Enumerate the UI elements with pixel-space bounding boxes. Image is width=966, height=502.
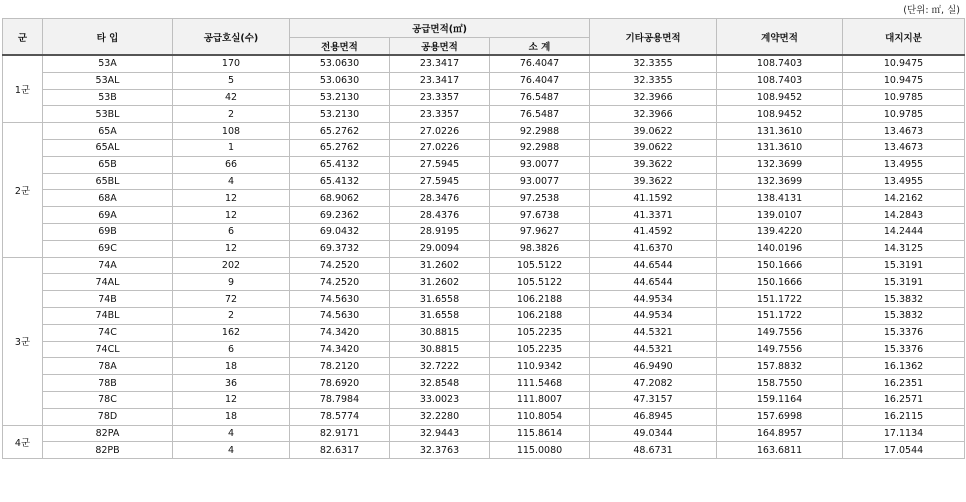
- type-cell: 74BL: [43, 307, 173, 324]
- type-cell: 53A: [43, 55, 173, 72]
- table-row: [3, 408, 965, 425]
- other-common-cell: 44.9534: [590, 307, 717, 324]
- land-share-cell: 10.9785: [843, 106, 965, 123]
- common-cell: 23.3357: [390, 106, 490, 123]
- units-cell: 12: [173, 240, 290, 257]
- units-cell: 2: [173, 307, 290, 324]
- units-cell: 4: [173, 442, 290, 459]
- type-cell: 53BL: [43, 106, 173, 123]
- contract-cell: 149.7556: [717, 341, 843, 358]
- exclusive-cell: 74.5630: [290, 307, 390, 324]
- units-cell: 66: [173, 156, 290, 173]
- table-row: [3, 106, 965, 123]
- table-row: [3, 123, 965, 140]
- type-cell: 69C: [43, 240, 173, 257]
- units-cell: 12: [173, 190, 290, 207]
- subtotal-cell: 97.2538: [490, 190, 590, 207]
- common-cell: 31.6558: [390, 307, 490, 324]
- contract-cell: 159.1164: [717, 391, 843, 408]
- exclusive-cell: 53.0630: [290, 72, 390, 89]
- subtotal-cell: 106.2188: [490, 307, 590, 324]
- units-cell: 6: [173, 341, 290, 358]
- subtotal-cell: 110.9342: [490, 358, 590, 375]
- subtotal-cell: 93.0077: [490, 156, 590, 173]
- table-row: [3, 190, 965, 207]
- other-common-cell: 44.6544: [590, 274, 717, 291]
- land-share-cell: 15.3376: [843, 341, 965, 358]
- common-cell: 31.6558: [390, 291, 490, 308]
- contract-cell: 108.7403: [717, 72, 843, 89]
- table-row: [3, 274, 965, 291]
- exclusive-cell: 78.2120: [290, 358, 390, 375]
- header-exclusive: 전용면적: [290, 38, 390, 56]
- common-cell: 28.4376: [390, 207, 490, 224]
- subtotal-cell: 105.5122: [490, 274, 590, 291]
- table-row: [3, 291, 965, 308]
- common-cell: 31.2602: [390, 257, 490, 274]
- type-cell: 65A: [43, 123, 173, 140]
- units-cell: 162: [173, 324, 290, 341]
- other-common-cell: 44.9534: [590, 291, 717, 308]
- common-cell: 33.0023: [390, 391, 490, 408]
- subtotal-cell: 105.5122: [490, 257, 590, 274]
- table-row: [3, 55, 965, 72]
- other-common-cell: 32.3355: [590, 72, 717, 89]
- common-cell: 32.7222: [390, 358, 490, 375]
- header-units: 공급호실(수): [173, 19, 290, 56]
- subtotal-cell: 76.4047: [490, 55, 590, 72]
- type-cell: 69A: [43, 207, 173, 224]
- contract-cell: 108.9452: [717, 106, 843, 123]
- table-row: [3, 391, 965, 408]
- unit-note: (단위: ㎡, 실): [903, 5, 960, 16]
- header-contract: 계약면적: [717, 19, 843, 56]
- contract-cell: 157.8832: [717, 358, 843, 375]
- land-share-cell: 10.9785: [843, 89, 965, 106]
- subtotal-cell: 115.0080: [490, 442, 590, 459]
- header-other-common: 기타공용면적: [590, 19, 717, 56]
- subtotal-cell: 76.5487: [490, 106, 590, 123]
- table-row: [3, 358, 965, 375]
- table-row: [3, 240, 965, 257]
- type-cell: 78D: [43, 408, 173, 425]
- type-cell: 53AL: [43, 72, 173, 89]
- contract-cell: 139.4220: [717, 223, 843, 240]
- contract-cell: 132.3699: [717, 173, 843, 190]
- subtotal-cell: 92.2988: [490, 139, 590, 156]
- common-cell: 27.5945: [390, 156, 490, 173]
- table-row: [3, 89, 965, 106]
- contract-cell: 132.3699: [717, 156, 843, 173]
- other-common-cell: 39.3622: [590, 173, 717, 190]
- subtotal-cell: 105.2235: [490, 341, 590, 358]
- contract-cell: 157.6998: [717, 408, 843, 425]
- exclusive-cell: 78.6920: [290, 375, 390, 392]
- common-cell: 31.2602: [390, 274, 490, 291]
- contract-cell: 151.1722: [717, 291, 843, 308]
- table-row: [3, 257, 965, 274]
- subtotal-cell: 92.2988: [490, 123, 590, 140]
- other-common-cell: 44.5321: [590, 324, 717, 341]
- table-row: [3, 156, 965, 173]
- type-cell: 74B: [43, 291, 173, 308]
- land-share-cell: 14.3125: [843, 240, 965, 257]
- subtotal-cell: 76.5487: [490, 89, 590, 106]
- subtotal-cell: 97.9627: [490, 223, 590, 240]
- common-cell: 23.3417: [390, 55, 490, 72]
- type-cell: 74CL: [43, 341, 173, 358]
- type-cell: 78C: [43, 391, 173, 408]
- other-common-cell: 32.3966: [590, 89, 717, 106]
- land-share-cell: 16.1362: [843, 358, 965, 375]
- other-common-cell: 49.0344: [590, 425, 717, 442]
- common-cell: 23.3357: [390, 89, 490, 106]
- table-row: [3, 442, 965, 459]
- land-share-cell: 10.9475: [843, 72, 965, 89]
- table-row: [3, 324, 965, 341]
- land-share-cell: 13.4955: [843, 156, 965, 173]
- group-label: 2군: [3, 123, 43, 257]
- land-share-cell: 15.3832: [843, 291, 965, 308]
- type-cell: 69B: [43, 223, 173, 240]
- table-row: [3, 425, 965, 442]
- type-cell: 53B: [43, 89, 173, 106]
- exclusive-cell: 65.4132: [290, 156, 390, 173]
- units-cell: 108: [173, 123, 290, 140]
- exclusive-cell: 82.9171: [290, 425, 390, 442]
- other-common-cell: 41.4592: [590, 223, 717, 240]
- group-label: 3군: [3, 257, 43, 425]
- subtotal-cell: 76.4047: [490, 72, 590, 89]
- land-share-cell: 16.2571: [843, 391, 965, 408]
- land-share-cell: 13.4673: [843, 139, 965, 156]
- common-cell: 28.3476: [390, 190, 490, 207]
- type-cell: 68A: [43, 190, 173, 207]
- exclusive-cell: 53.0630: [290, 55, 390, 72]
- type-cell: 65AL: [43, 139, 173, 156]
- common-cell: 27.5945: [390, 173, 490, 190]
- common-cell: 32.3763: [390, 442, 490, 459]
- units-cell: 18: [173, 408, 290, 425]
- land-share-cell: 15.3376: [843, 324, 965, 341]
- other-common-cell: 46.8945: [590, 408, 717, 425]
- common-cell: 32.2280: [390, 408, 490, 425]
- header-type: 타 입: [43, 19, 173, 56]
- land-share-cell: 13.4673: [843, 123, 965, 140]
- land-share-cell: 17.1134: [843, 425, 965, 442]
- other-common-cell: 39.0622: [590, 123, 717, 140]
- header-land-share: 대지지분: [843, 19, 965, 56]
- common-cell: 32.9443: [390, 425, 490, 442]
- exclusive-cell: 53.2130: [290, 89, 390, 106]
- land-share-cell: 16.2351: [843, 375, 965, 392]
- subtotal-cell: 93.0077: [490, 173, 590, 190]
- contract-cell: 140.0196: [717, 240, 843, 257]
- exclusive-cell: 65.2762: [290, 139, 390, 156]
- table-row: [3, 207, 965, 224]
- common-cell: 28.9195: [390, 223, 490, 240]
- common-cell: 32.8548: [390, 375, 490, 392]
- table-body: [3, 55, 965, 459]
- table-row: [3, 72, 965, 89]
- subtotal-cell: 97.6738: [490, 207, 590, 224]
- table-row: [3, 223, 965, 240]
- units-cell: 5: [173, 72, 290, 89]
- exclusive-cell: 68.9062: [290, 190, 390, 207]
- contract-cell: 139.0107: [717, 207, 843, 224]
- contract-cell: 158.7550: [717, 375, 843, 392]
- exclusive-cell: 53.2130: [290, 106, 390, 123]
- contract-cell: 151.1722: [717, 307, 843, 324]
- land-share-cell: 15.3832: [843, 307, 965, 324]
- subtotal-cell: 111.8007: [490, 391, 590, 408]
- units-cell: 4: [173, 425, 290, 442]
- contract-cell: 131.3610: [717, 139, 843, 156]
- land-share-cell: 15.3191: [843, 257, 965, 274]
- subtotal-cell: 111.5468: [490, 375, 590, 392]
- table-row: [3, 341, 965, 358]
- exclusive-cell: 82.6317: [290, 442, 390, 459]
- units-cell: 18: [173, 358, 290, 375]
- units-cell: 72: [173, 291, 290, 308]
- units-cell: 4: [173, 173, 290, 190]
- units-cell: 9: [173, 274, 290, 291]
- other-common-cell: 39.3622: [590, 156, 717, 173]
- units-cell: 2: [173, 106, 290, 123]
- type-cell: 82PB: [43, 442, 173, 459]
- other-common-cell: 32.3355: [590, 55, 717, 72]
- type-cell: 74AL: [43, 274, 173, 291]
- units-cell: 202: [173, 257, 290, 274]
- subtotal-cell: 105.2235: [490, 324, 590, 341]
- other-common-cell: 32.3966: [590, 106, 717, 123]
- exclusive-cell: 65.4132: [290, 173, 390, 190]
- other-common-cell: 47.3157: [590, 391, 717, 408]
- units-cell: 12: [173, 207, 290, 224]
- header-supply-area: 공급면적(㎡): [290, 19, 590, 38]
- exclusive-cell: 74.5630: [290, 291, 390, 308]
- header-subtotal: 소 계: [490, 38, 590, 56]
- contract-cell: 163.6811: [717, 442, 843, 459]
- other-common-cell: 41.6370: [590, 240, 717, 257]
- exclusive-cell: 78.5774: [290, 408, 390, 425]
- units-cell: 6: [173, 223, 290, 240]
- other-common-cell: 47.2082: [590, 375, 717, 392]
- land-share-cell: 13.4955: [843, 173, 965, 190]
- header-group: 군: [3, 19, 43, 56]
- units-cell: 1: [173, 139, 290, 156]
- subtotal-cell: 98.3826: [490, 240, 590, 257]
- units-cell: 36: [173, 375, 290, 392]
- type-cell: 78A: [43, 358, 173, 375]
- subtotal-cell: 115.8614: [490, 425, 590, 442]
- table-row: [3, 307, 965, 324]
- exclusive-cell: 69.2362: [290, 207, 390, 224]
- other-common-cell: 44.5321: [590, 341, 717, 358]
- type-cell: 74C: [43, 324, 173, 341]
- exclusive-cell: 74.2520: [290, 257, 390, 274]
- exclusive-cell: 65.2762: [290, 123, 390, 140]
- type-cell: 82PA: [43, 425, 173, 442]
- table-row: [3, 139, 965, 156]
- exclusive-cell: 74.2520: [290, 274, 390, 291]
- exclusive-cell: 74.3420: [290, 324, 390, 341]
- subtotal-cell: 110.8054: [490, 408, 590, 425]
- units-cell: 170: [173, 55, 290, 72]
- subtotal-cell: 106.2188: [490, 291, 590, 308]
- group-label: 1군: [3, 55, 43, 123]
- other-common-cell: 39.0622: [590, 139, 717, 156]
- other-common-cell: 44.6544: [590, 257, 717, 274]
- units-cell: 42: [173, 89, 290, 106]
- common-cell: 29.0094: [390, 240, 490, 257]
- common-cell: 27.0226: [390, 139, 490, 156]
- land-share-cell: 14.2444: [843, 223, 965, 240]
- other-common-cell: 41.3371: [590, 207, 717, 224]
- common-cell: 30.8815: [390, 324, 490, 341]
- land-share-cell: 17.0544: [843, 442, 965, 459]
- land-share-cell: 14.2843: [843, 207, 965, 224]
- contract-cell: 150.1666: [717, 257, 843, 274]
- units-cell: 12: [173, 391, 290, 408]
- contract-cell: 108.9452: [717, 89, 843, 106]
- contract-cell: 150.1666: [717, 274, 843, 291]
- land-share-cell: 16.2115: [843, 408, 965, 425]
- type-cell: 65BL: [43, 173, 173, 190]
- table-row: [3, 375, 965, 392]
- other-common-cell: 48.6731: [590, 442, 717, 459]
- contract-cell: 108.7403: [717, 55, 843, 72]
- type-cell: 65B: [43, 156, 173, 173]
- land-share-cell: 10.9475: [843, 55, 965, 72]
- exclusive-cell: 69.0432: [290, 223, 390, 240]
- contract-cell: 149.7556: [717, 324, 843, 341]
- exclusive-cell: 74.3420: [290, 341, 390, 358]
- contract-cell: 131.3610: [717, 123, 843, 140]
- other-common-cell: 46.9490: [590, 358, 717, 375]
- contract-cell: 138.4131: [717, 190, 843, 207]
- common-cell: 27.0226: [390, 123, 490, 140]
- common-cell: 23.3417: [390, 72, 490, 89]
- table-row: [3, 173, 965, 190]
- other-common-cell: 41.1592: [590, 190, 717, 207]
- exclusive-cell: 69.3732: [290, 240, 390, 257]
- supply-area-table: [2, 18, 965, 459]
- exclusive-cell: 78.7984: [290, 391, 390, 408]
- contract-cell: 164.8957: [717, 425, 843, 442]
- common-cell: 30.8815: [390, 341, 490, 358]
- land-share-cell: 14.2162: [843, 190, 965, 207]
- type-cell: 78B: [43, 375, 173, 392]
- header-common: 공용면적: [390, 38, 490, 56]
- type-cell: 74A: [43, 257, 173, 274]
- group-label: 4군: [3, 425, 43, 459]
- land-share-cell: 15.3191: [843, 274, 965, 291]
